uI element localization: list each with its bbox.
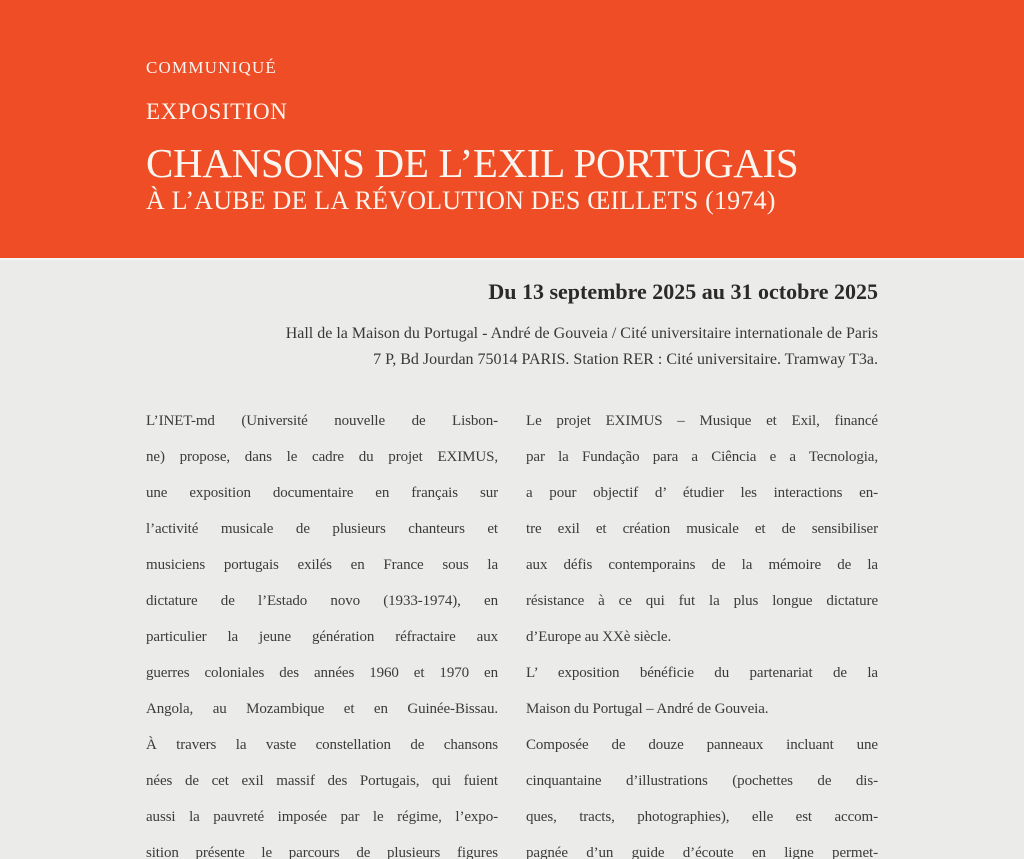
body-text-line: L’INET-md (Université nouvelle de Lisbon-	[146, 413, 498, 429]
body-text-line: une exposition documentaire en français sur	[146, 485, 498, 501]
body-text-line: À travers la vaste constellation de chansons	[146, 737, 498, 753]
venue-address	[146, 321, 878, 373]
body-text-line: tre exil et création musicale et de sensibiliser	[526, 521, 878, 537]
venue-line-1: Hall de la Maison du Portugal - André de Gouveia / Cité universitaire internationale de Paris	[285, 325, 878, 342]
page-subtitle: À L’AUBE DE LA RÉVOLUTION DES ŒILLETS (1974)	[146, 186, 776, 215]
body-column-right	[526, 403, 878, 859]
body-text-line: dictature de l’Estado novo (1933-1974), en	[146, 593, 498, 609]
body-text-line: aux défis contemporains de la mémoire de la	[526, 557, 878, 573]
body-text-line: ques, tracts, photographies), elle est accom-	[526, 809, 878, 825]
venue-line-2: 7 P, Bd Jourdan 75014 PARIS. Station RER : Cité universitaire. Tramway T3a.	[373, 351, 878, 368]
body-text-line: Composée de douze panneaux incluant une	[526, 737, 878, 753]
body-text-line: Angola, au Mozambique et en Guinée-Bissau.	[146, 701, 498, 717]
body-column-left	[146, 403, 498, 859]
body-columns	[146, 403, 878, 859]
body-text-line: sition présente le parcours de plusieurs figures	[146, 845, 498, 859]
body-text-line: musiciens portugais exilés en France sous la	[146, 557, 498, 573]
body-text-line: nées de cet exil massif des Portugais, qui fuient	[146, 773, 498, 789]
body-text-line: Le projet EXIMUS – Musique et Exil, financé	[526, 413, 878, 429]
body-text-line: guerres coloniales des années 1960 et 1970 en	[146, 665, 498, 681]
body-text-line: a pour objectif d’ étudier les interactions en-	[526, 485, 878, 501]
body-text-line: L’ exposition bénéficie du partenariat de la	[526, 665, 878, 681]
body-text-line: résistance à ce qui fut la plus longue dictature	[526, 593, 878, 609]
kicker-label: COMMUNIQUÉ	[146, 58, 277, 77]
event-dates: Du 13 septembre 2025 au 31 octobre 2025	[488, 279, 878, 304]
content-area	[0, 260, 1024, 859]
body-text-line: l’activité musicale de plusieurs chanteurs et	[146, 521, 498, 537]
body-text-line: cinquantaine d’illustrations (pochettes de dis-	[526, 773, 878, 789]
body-text-line: aussi la pauvreté imposée par le régime, l’expo-	[146, 809, 498, 825]
body-text-line: Maison du Portugal – André de Gouveia.	[526, 701, 769, 717]
body-text-line: par la Fundação para a Ciência e a Tecnologia,	[526, 449, 878, 465]
category-label: EXPOSITION	[146, 99, 288, 124]
body-text-line: d’Europe au XXè siècle.	[526, 629, 672, 645]
body-text-line: ne) propose, dans le cadre du projet EXIMUS,	[146, 449, 498, 465]
body-text-line: particulier la jeune génération réfractaire aux	[146, 629, 498, 645]
banner	[0, 0, 1024, 260]
body-text-line: pagnée d’un guide d’écoute en ligne permet-	[526, 845, 878, 859]
page-title: CHANSONS DE L’EXIL PORTUGAIS	[146, 140, 799, 186]
